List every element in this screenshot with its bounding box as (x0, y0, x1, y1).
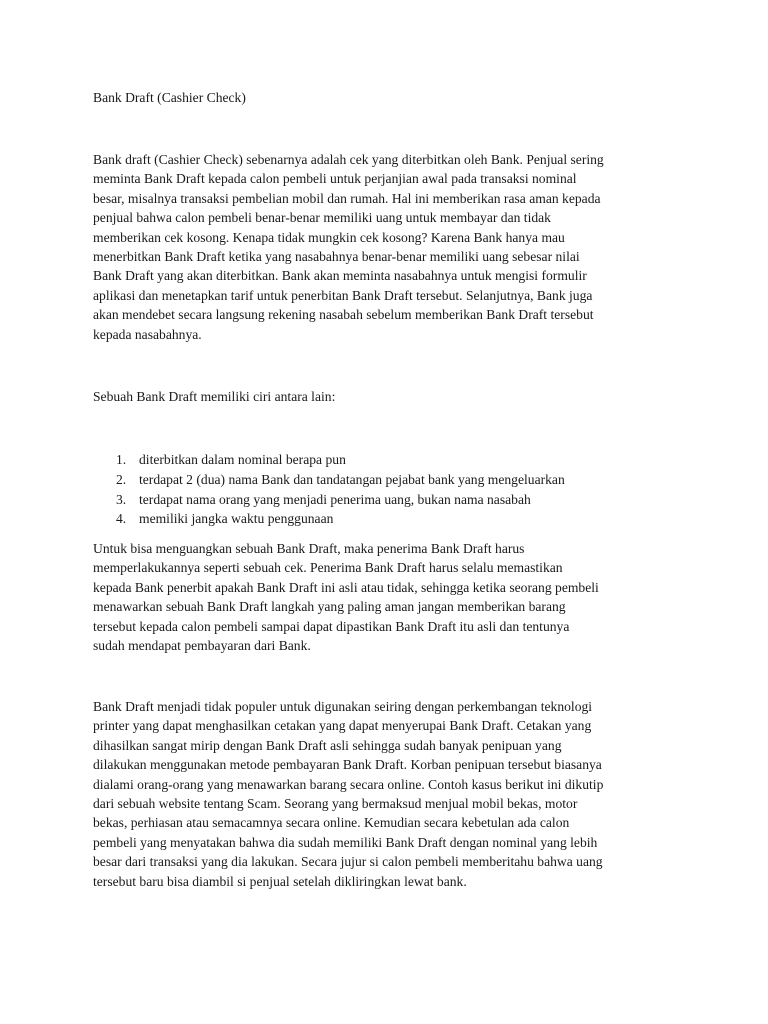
text-line: Bank draft (Cashier Check) sebenarnya adalah cek yang diterbitkan oleh Bank. Penjual sering (93, 152, 604, 167)
text-line: aplikasi dan menetapkan tarif untuk penerbitan Bank Draft tersebut. Selanjutnya, Bank juga (93, 287, 593, 303)
text-line: pembeli yang menyatakan bahwa dia sudah memiliki Bank Draft dengan nominal yang lebih (93, 834, 598, 850)
text-line: akan mendebet secara langsung rekening nasabah sebelum memberikan Bank Draft tersebut (93, 307, 594, 323)
paragraph-cashing (93, 539, 683, 655)
list-number: 4. (116, 511, 127, 527)
paragraph-characteristics-intro: Sebuah Bank Draft memiliki ciri antara lain: (93, 389, 336, 404)
text-line: Untuk bisa menguangkan sebuah Bank Draft, maka penerima Bank Draft harus (93, 541, 525, 556)
text-line: penjual bahwa calon pembeli benar-benar memiliki uang untuk membayar dan tidak (93, 210, 551, 226)
list-number: 1. (116, 452, 127, 467)
list-item-text: terdapat nama orang yang menjadi penerima uang, bukan nama nasabah (139, 491, 531, 507)
text-line: tersebut baru bisa diambil si penjual setelah dikliringkan lewat bank. (93, 873, 467, 889)
text-line: Bank Draft yang akan diterbitkan. Bank akan meminta nasabahnya untuk mengisi formulir (93, 268, 587, 284)
list-item-text: memiliki jangka waktu penggunaan (139, 511, 334, 527)
text-line: sudah mendapat pembayaran dari Bank. (93, 638, 311, 654)
list-item (93, 470, 693, 490)
text-line: bekas, perhiasan atau semacamnya secara online. Kemudian secara kebetulan ada calon (93, 815, 570, 831)
paragraph-fraud (93, 697, 683, 891)
text-line: dari sebuah website tentang Scam. Seorang yang bermaksud menjual mobil bekas, motor (93, 796, 578, 812)
text-line: memperlakukannya seperti sebuah cek. Penerima Bank Draft harus selalu memastikan (93, 560, 563, 576)
text-line: meminta Bank Draft kepada calon pembeli untuk perjanjian awal pada transaksi nominal (93, 171, 577, 187)
text-line: kepada nasabahnya. (93, 326, 202, 342)
list-item (93, 509, 693, 529)
list-number: 2. (116, 471, 127, 487)
list-number: 3. (116, 491, 127, 507)
text-line: dialami orang-orang yang menawarkan barang secara online. Contoh kasus berikut ini dikutip (93, 776, 604, 792)
text-line: Bank Draft menjadi tidak populer untuk digunakan seiring dengan perkembangan teknologi (93, 699, 593, 714)
text-line: menerbitkan Bank Draft ketika yang nasabahnya benar-benar memiliki uang sebesar nilai (93, 249, 580, 265)
list-item (93, 450, 693, 470)
paragraph-definition (93, 150, 685, 344)
list-item (93, 490, 693, 510)
text-line: dihasilkan sangat mirip dengan Bank Draft asli sehingga sudah banyak penipuan yang (93, 737, 562, 753)
text-line: besar dari transaksi yang dia lakukan. Secara jujur si calon pembeli memberitahu bahwa uang (93, 854, 603, 870)
text-line: tersebut kepada calon pembeli sampai dapat dipastikan Bank Draft itu asli dan tentunya (93, 618, 570, 634)
document-title: Bank Draft (Cashier Check) (93, 90, 246, 105)
text-line: menawarkan sebuah Bank Draft langkah yang paling aman jangan memberikan barang (93, 599, 566, 615)
characteristics-list (93, 450, 693, 529)
text-line: printer yang dapat menghasilkan cetakan yang dapat menyerupai Bank Draft. Cetakan yang (93, 718, 592, 734)
text-line: besar, misalnya transaksi pembelian mobil dan rumah. Hal ini memberikan rasa aman kepada (93, 190, 601, 206)
list-item-text: terdapat 2 (dua) nama Bank dan tandatangan pejabat bank yang mengeluarkan (139, 471, 565, 487)
text-line: dilakukan menggunakan metode pembayaran Bank Draft. Korban penipuan tersebut biasanya (93, 757, 602, 773)
list-item-text: diterbitkan dalam nominal berapa pun (139, 452, 346, 467)
text-line: memberikan cek kosong. Kenapa tidak mungkin cek kosong? Karena Bank hanya mau (93, 229, 565, 245)
text-line: kepada Bank penerbit apakah Bank Draft ini asli atau tidak, sehingga ketika seorang pembeli (93, 579, 599, 595)
